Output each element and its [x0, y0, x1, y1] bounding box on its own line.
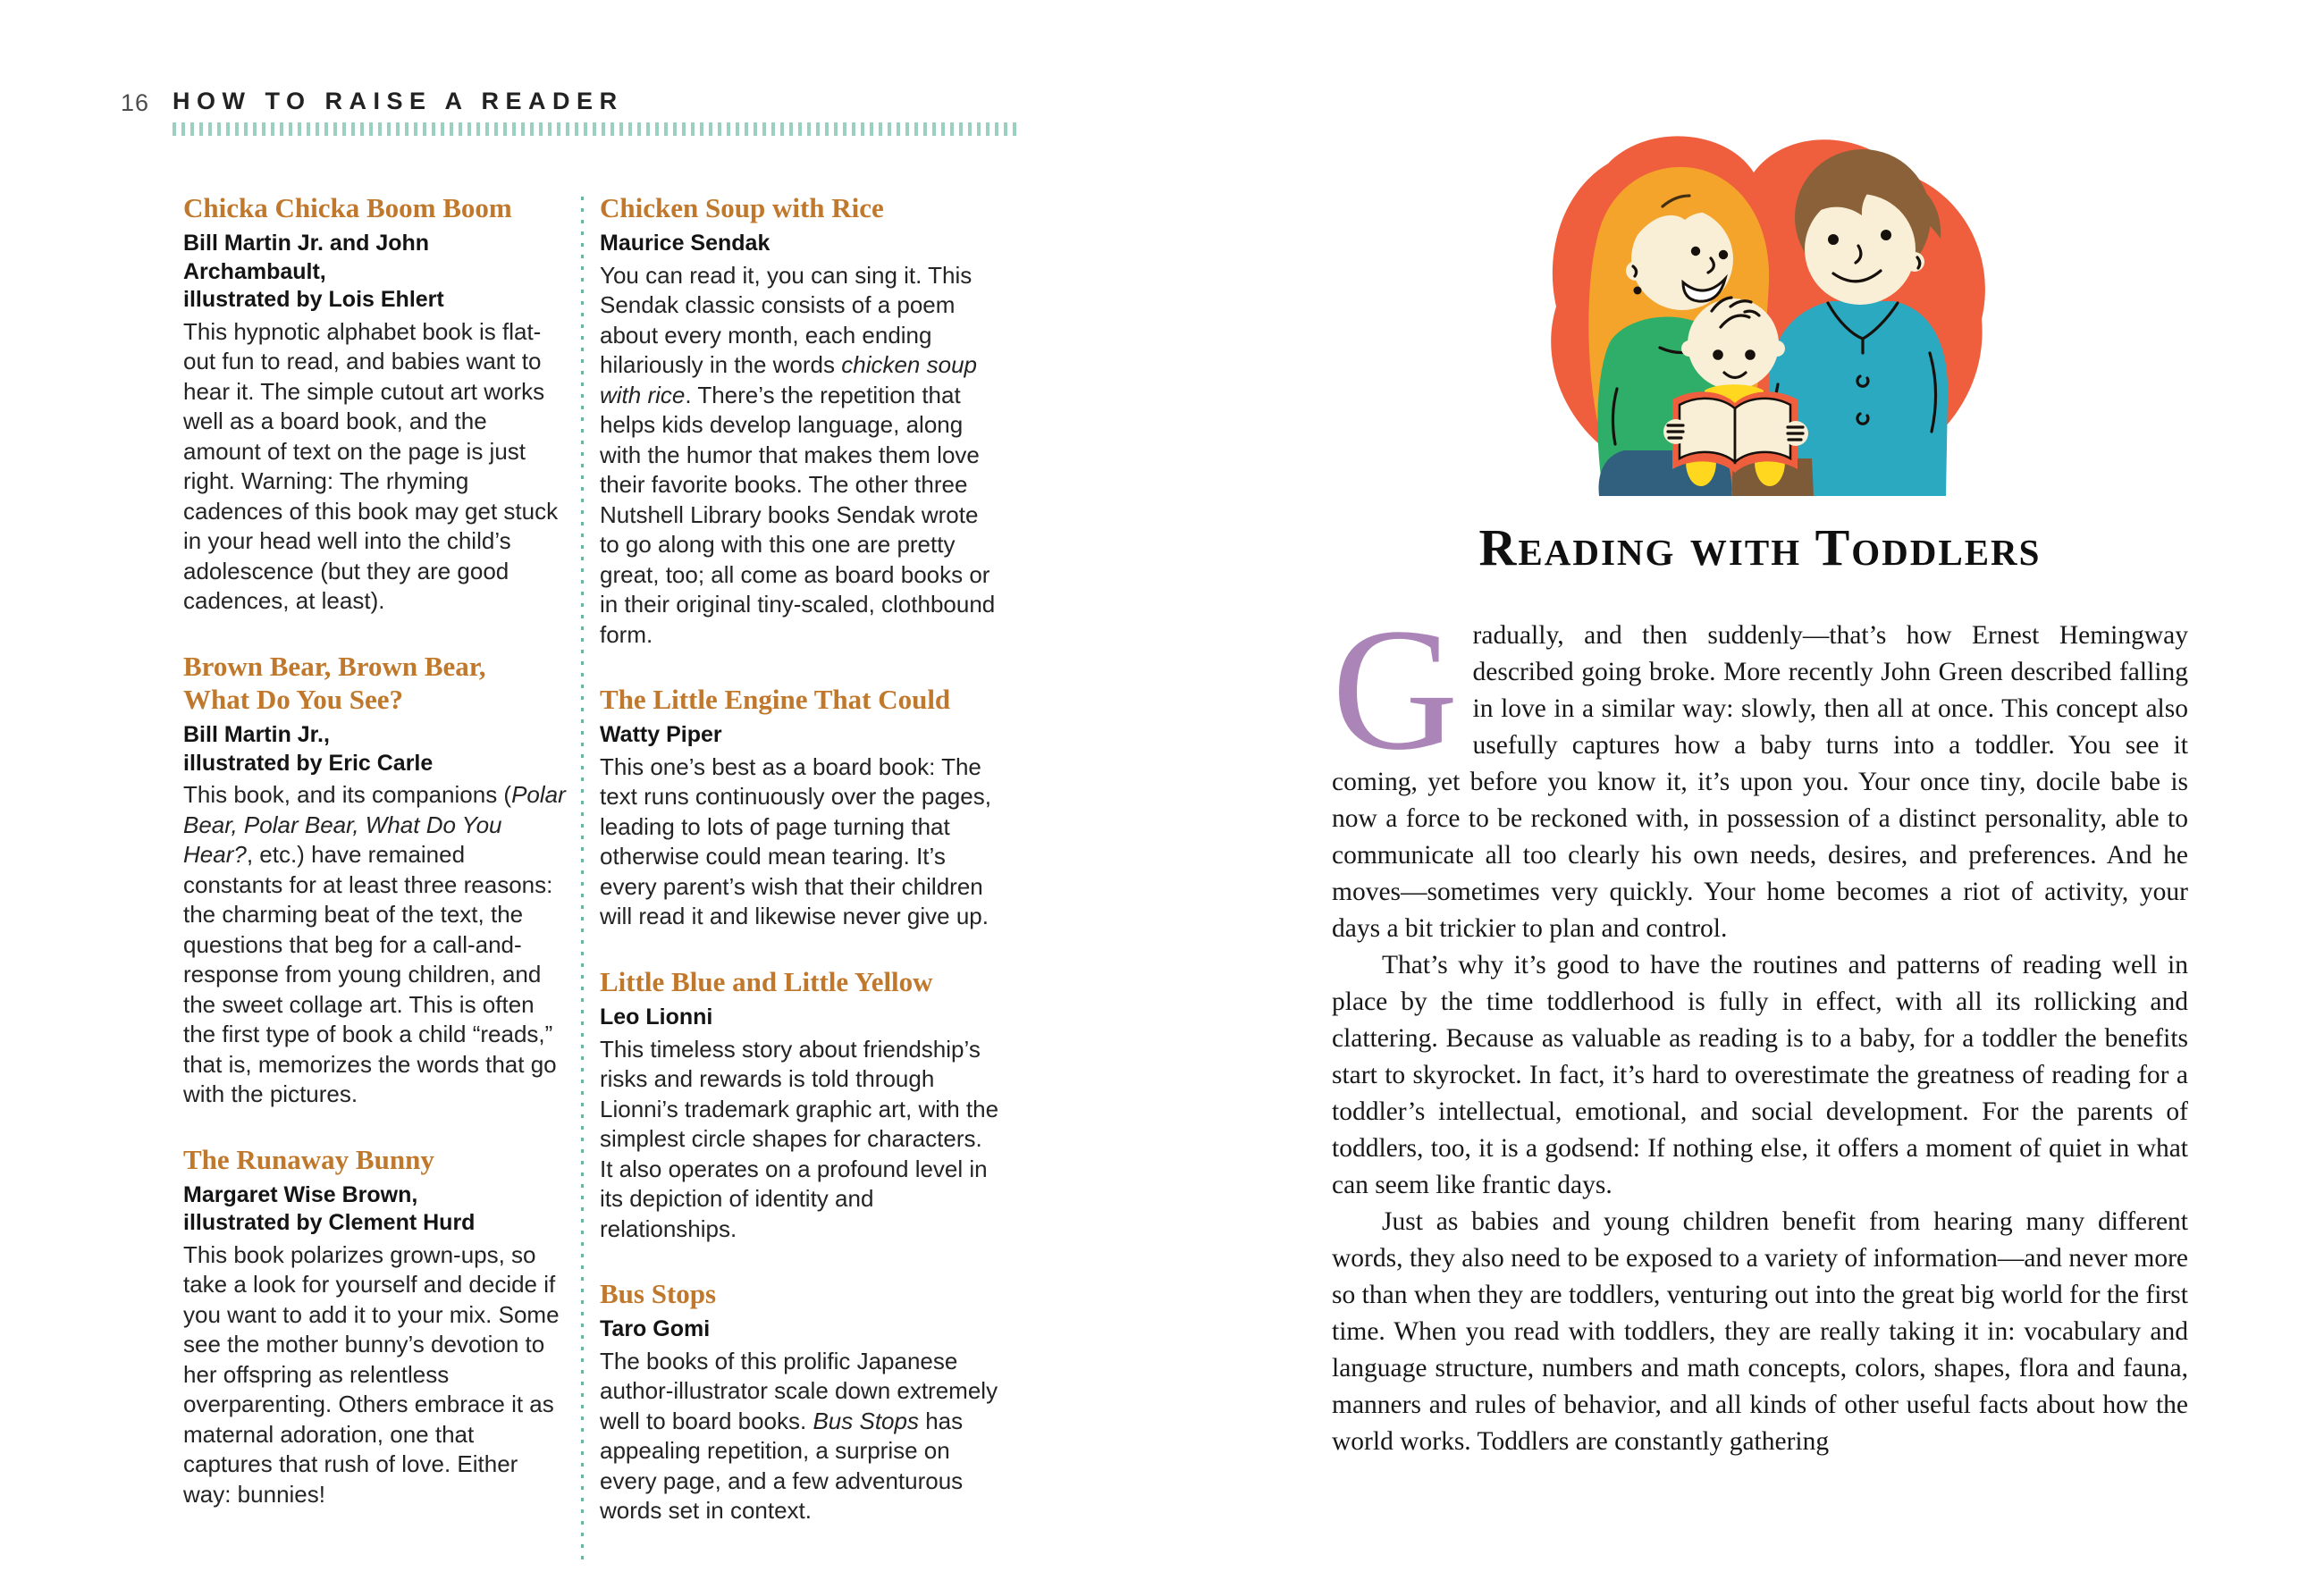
book-title: Brown Bear, Brown Bear, What Do You See? [183, 650, 486, 715]
book-entry [600, 1277, 1000, 1526]
book-entry [600, 191, 1000, 650]
book-description: This hypnotic alphabet book is flat-out fun to read, and babies want to hear it. The simple cutout art works well as a board book, and the amount of text on the page is just right. Warning: The rhyming cadences of this book may get stuck in your head well into the child’s adolescence (but they are good cadences, at least). [183, 317, 559, 615]
book-author: Bill Martin Jr., illustrated by Eric Carle [183, 722, 434, 776]
book-author: Taro Gomi [600, 1316, 711, 1342]
book-list-column-1 [183, 191, 566, 1559]
book-entry [183, 650, 566, 1110]
book-title: The Little Engine That Could [600, 684, 951, 716]
paragraph: Gradually, and then suddenly—that’s how Ernest Hemingway described going broke. More recently John Green described falling in love in a similar way: slowly, then all at once. This concept also usefully captures how a baby turns into a toddler. You see it coming, yet before you know it, it’s upon you. Your once tiny, docile babe is now a force to be reckoned with, in possession of a distinct personality, able to communicate all too clearly his own needs, desires, and preferences. And he moves—sometimes very quickly. Your home becomes a riot of activity, your days a bit trickier to plan and control. [1332, 592, 2188, 943]
drop-cap: G [1332, 592, 1459, 786]
book-author: Bill Martin Jr. and John Archambault, illustrated by Lois Ehlert [183, 231, 444, 313]
paragraph: That’s why it’s good to have the routines and patterns of reading well in place by the time toddlerhood is fully in effect, with all its rollicking and clattering. Because as valuable as reading is to a baby, for a toddler the benefits start to skyrocket. In fact, it’s hard to overestimate the greatness of reading for a toddler’s intellectual, emotional, and social development. For the parents of toddlers, too, it is a godsend: If nothing else, it offers a moment of quiet in what can seem like frantic days. [1332, 950, 2188, 1199]
book-title: The Runaway Bunny [183, 1143, 434, 1175]
running-head: HOW TO RAISE A READER [173, 88, 624, 114]
left-page [121, 89, 1023, 1559]
right-page [1332, 76, 2188, 1460]
book-title: Bus Stops [600, 1278, 717, 1310]
book-title: Chicken Soup with Rice [600, 192, 884, 223]
book-author: Maurice Sendak [600, 231, 770, 256]
book-author: Watty Piper [600, 722, 722, 748]
book-author: Margaret Wise Brown, illustrated by Clement Hurd [183, 1181, 476, 1236]
book-description: This book, and its companions (Polar Bear, Polar Bear, What Do You Hear?, etc.) have remained constants for at least three reasons: the charming beat of the text, the questions that beg for a call-and-response from young children, and the sweet collage art. This is often the first type of book a child “reads,” that is, memorizes the words that go with the pictures. [183, 781, 566, 1108]
book-list-column-2 [600, 191, 1000, 1559]
book-entry [600, 965, 1000, 1244]
book-entry [183, 1143, 566, 1510]
column-divider [581, 197, 584, 1559]
page-number: 16 [121, 89, 150, 116]
family-reading-illustration [1510, 76, 2010, 496]
book-entry [183, 191, 566, 617]
book-entry [600, 683, 1000, 932]
book-description: This one’s best as a board book: The text runs continuously over the pages, leading to lots of page turning that otherwise could mean tearing. It’s every parent’s wish that their children will read it and likewise never give up. [600, 752, 991, 930]
page-header [121, 89, 1023, 136]
book-description: This book polarizes grown-ups, so take a look for yourself and decide if you want to add it to your mix. Some see the mother bunny’s devotion to her offspring as relentless overparenting. Others embrace it as maternal adoration, one that captures that rush of love. Either way: bunnies! [183, 1240, 560, 1508]
chapter-body [1332, 592, 2188, 1460]
book-description: You can read it, you can sing it. This Sendak classic consists of a poem about every month, each ending hilariously in the words chicken soup with rice. There’s the repetition that helps kids develop language, along with the humor that makes them love their favorite books. The other three Nutshell Library books Sendak wrote to go along with this one are pretty great, too; all come as board books or in their original tiny-scaled, clothbound form. [600, 261, 996, 648]
chapter-title: Reading with Toddlers [1478, 518, 2042, 576]
paragraph: Just as babies and young children benefit from hearing many different words, they also need to be exposed to a variety of information—and never more so than when they are toddlers, venturing out into the great big world for the first time. When you read with toddlers, they are really taking it in: vocabulary and language structure, numbers and math concepts, colors, shapes, flora and fauna, manners and rules of behavior, and all kinds of other useful facts about how the world works. Toddlers are constantly gathering [1332, 1206, 2188, 1456]
book-author: Leo Lionni [600, 1004, 713, 1030]
book-title: Little Blue and Little Yellow [600, 965, 933, 997]
book-title: Chicka Chicka Boom Boom [183, 192, 512, 223]
running-head-block [173, 89, 1023, 136]
book-description: The books of this prolific Japanese author-illustrator scale down extremely well to board books. Bus Stops has appealing repetition, a surprise on every page, and a few adventurous words set in context. [600, 1347, 998, 1525]
book-list [183, 191, 1023, 1559]
header-rule [173, 122, 1017, 136]
book-description: This timeless story about friendship’s risks and rewards is told through Lionni’s trademark graphic art, with the simplest circle shapes for characters. It also operates on a profound level in its depiction of identity and relationships. [600, 1035, 999, 1242]
